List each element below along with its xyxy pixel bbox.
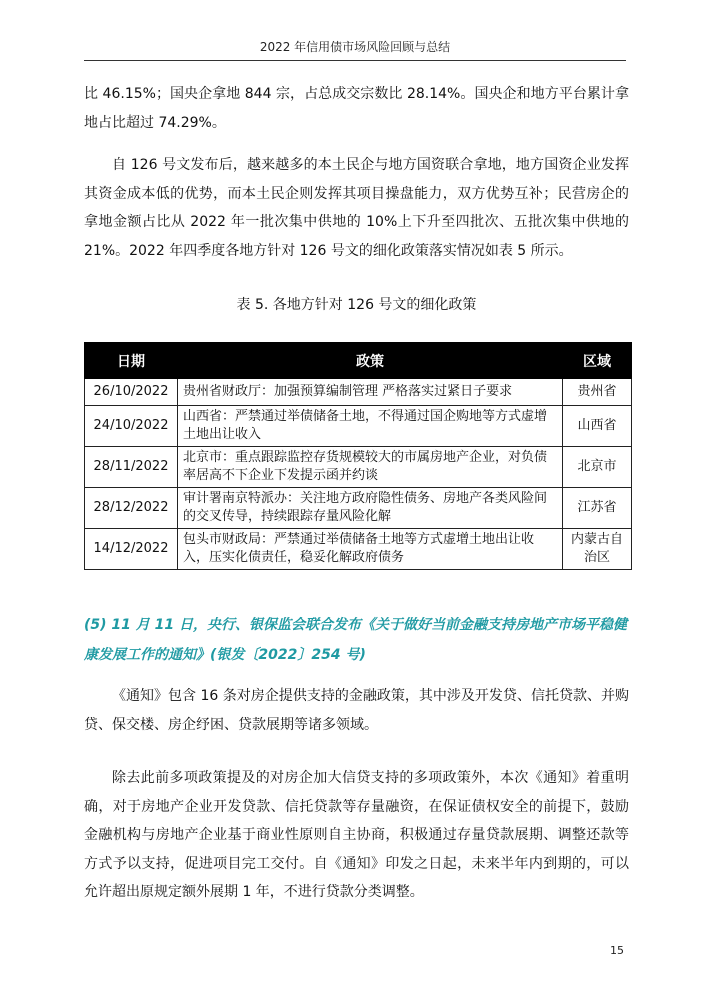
header-region: 区域 xyxy=(563,343,632,379)
paragraph-4: 除去此前多项政策提及的对房企加大信贷支持的多项政策外，本次《通知》着重明确，对于房地产企业开发贷款、信托贷款等存量融资，在保证债权安全的前提下，鼓励金融机构与房地产企业基于商业性原则自主协商，积极通过存量贷款展期、调整还款等方式予以支持，促进项目完工交付。自《通知》印发之日起，未来半年内到期的，可以允许超出原规定额外展期 1 年，不进行贷款分类调整。 xyxy=(84,770,629,900)
table-header-row xyxy=(85,343,632,379)
row-policy: 包头市财政局：严禁通过举债储备土地等方式虚增土地出让收入，压实化债责任，稳妥化解政府债务 xyxy=(178,529,563,570)
row-region: 山西省 xyxy=(563,406,632,447)
table-row xyxy=(85,406,632,447)
page-header: 2022 年信用债市场风险回顾与总结 xyxy=(259,40,451,54)
row-region: 贵州省 xyxy=(563,379,632,406)
row-policy: 山西省：严禁通过举债储备土地，不得通过国企购地等方式虚增土地出让收入 xyxy=(178,406,563,447)
row-policy: 北京市：重点跟踪监控存货规模较大的市属房地产企业，对负债率居高不下企业下发提示函并约谈 xyxy=(178,447,563,488)
table-row xyxy=(85,447,632,488)
row-date: 26/10/2022 xyxy=(85,379,178,406)
row-date: 14/12/2022 xyxy=(85,529,178,570)
table-row xyxy=(85,529,632,570)
row-region: 内蒙古自治区 xyxy=(563,529,632,570)
row-region: 江苏省 xyxy=(563,488,632,529)
header-date: 日期 xyxy=(85,343,178,379)
table-row xyxy=(85,379,632,406)
paragraph-2: 自 126 号文发布后，越来越多的本土民企与地方国资联合拿地，地方国资企业发挥其资金成本低的优势，而本土民企则发挥其项目操盘能力，双方优势互补；民营房企的拿地金额占比从 2022 年一批次集中供地的 10%上下升至四批次、五批次集中供地的 21%。2022 年四季度各地方针对 126 号文的细化政策落实情况如表 5 所示。 xyxy=(84,157,629,259)
policy-table xyxy=(84,342,632,570)
paragraph-3: 《通知》包含 16 条对房企提供支持的金融政策，其中涉及开发贷、信托贷款、并购贷、保交楼、房企纾困、贷款展期等诸多领域。 xyxy=(84,688,629,733)
table-row xyxy=(85,488,632,529)
row-policy: 贵州省财政厅：加强预算编制管理 严格落实过紧日子要求 xyxy=(178,379,563,406)
row-region: 北京市 xyxy=(563,447,632,488)
row-date: 28/11/2022 xyxy=(85,447,178,488)
header-divider xyxy=(84,60,626,61)
row-date: 24/10/2022 xyxy=(85,406,178,447)
table-caption: 表 5. 各地方针对 126 号文的细化政策 xyxy=(236,297,477,313)
row-date: 28/12/2022 xyxy=(85,488,178,529)
row-policy: 审计署南京特派办：关注地方政府隐性债务、房地产各类风险间的交叉传导，持续跟踪存量风险化解 xyxy=(178,488,563,529)
page-number: 15 xyxy=(610,944,624,957)
paragraph-1: 比 46.15%；国央企拿地 844 宗，占总成交宗数比 28.14%。国央企和地方平台累计拿地占比超过 74.29%。 xyxy=(84,86,629,131)
header-policy: 政策 xyxy=(178,343,563,379)
section-heading: (5) 11 月 11 日，央行、银保监会联合发布《关于做好当前金融支持房地产市场平稳健康发展工作的通知》(银发〔2022〕254 号) xyxy=(84,617,627,663)
